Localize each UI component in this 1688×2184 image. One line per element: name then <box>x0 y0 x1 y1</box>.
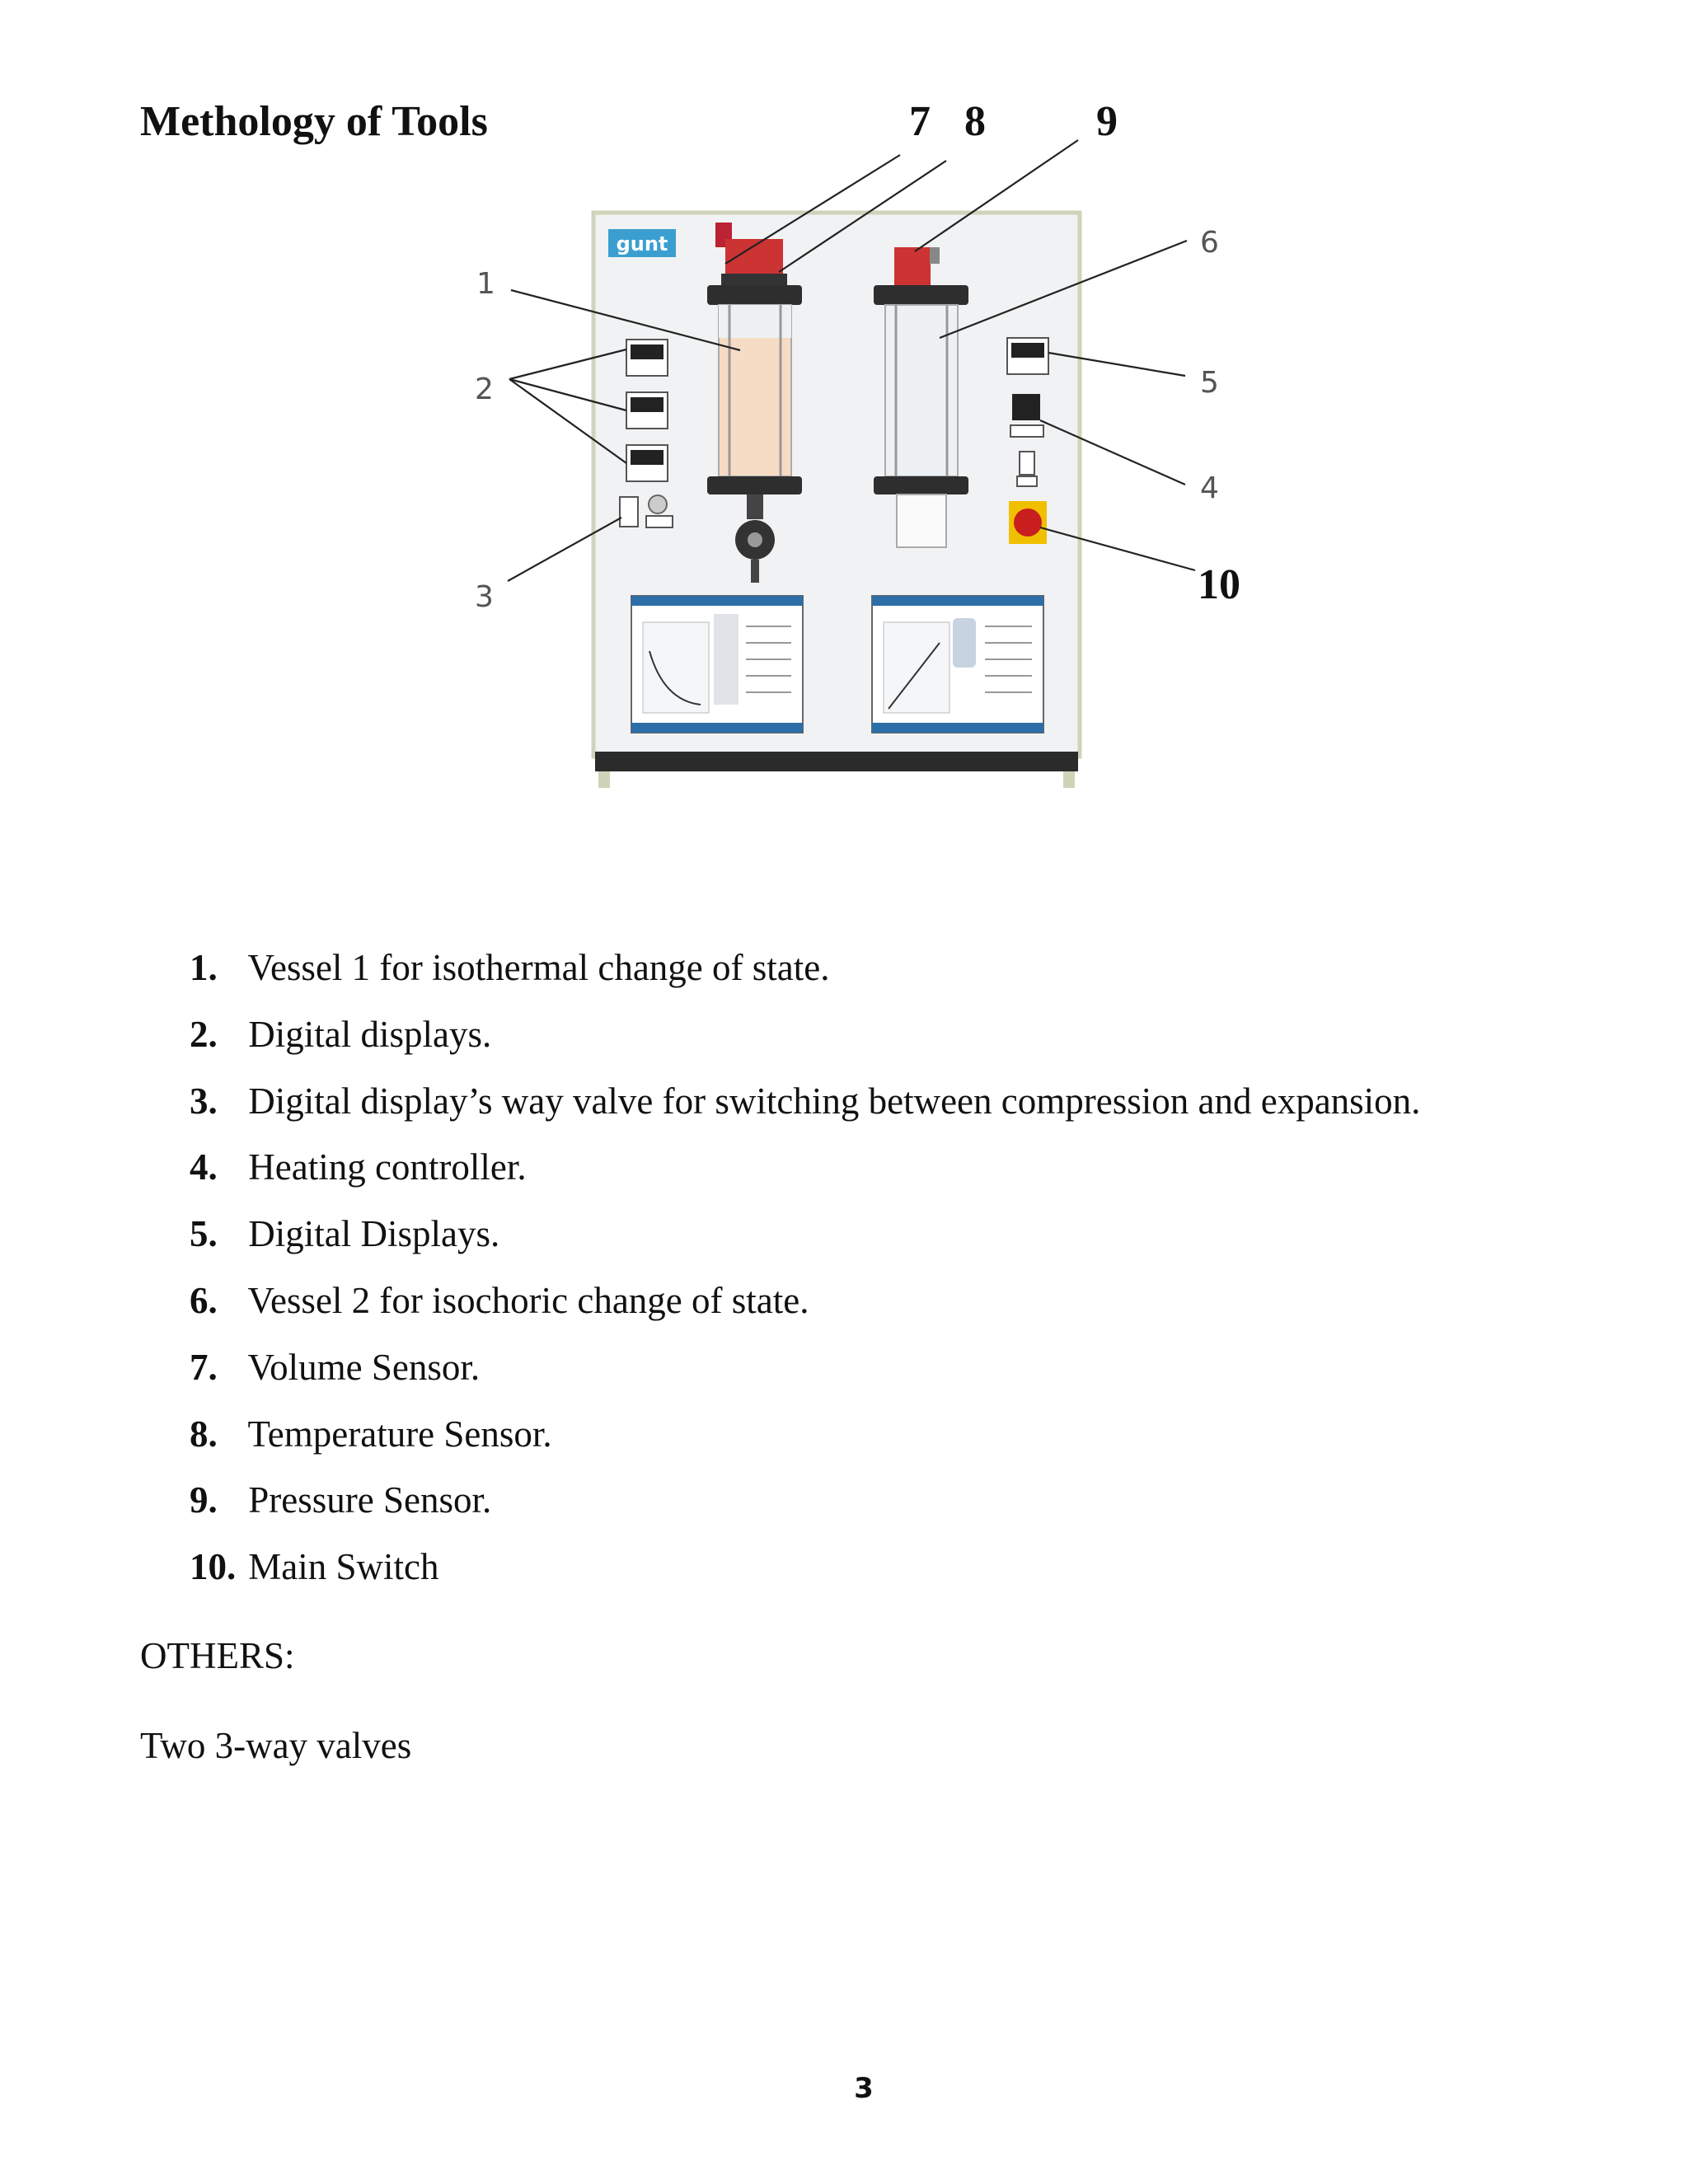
page-title: Methology of Tools <box>140 98 488 145</box>
others-heading: OTHERS: <box>140 1635 295 1676</box>
list-item: 8. Temperature Sensor. <box>190 1413 552 1455</box>
list-item: 2. Digital displays. <box>190 1013 492 1055</box>
component-list <box>190 946 1420 1612</box>
equipment-figure <box>0 0 1688 824</box>
gunt-logo <box>608 229 676 257</box>
main-switch <box>1009 501 1047 544</box>
callout-5: 5 <box>1200 366 1219 400</box>
callout-9: 9 <box>1096 98 1118 145</box>
list-item: 10. Main Switch <box>190 1546 439 1588</box>
list-item: 4. Heating controller. <box>190 1146 527 1188</box>
screen-left <box>631 596 803 733</box>
callout-8: 8 <box>964 98 986 145</box>
list-item: 5. Digital Displays. <box>190 1213 500 1255</box>
list-item: 9. Pressure Sensor. <box>190 1479 492 1521</box>
list-item: 1. Vessel 1 for isothermal change of state. <box>190 947 830 988</box>
callout-10: 10 <box>1198 561 1240 608</box>
others-text: Two 3-way valves <box>140 1725 412 1766</box>
list-item: 6. Vessel 2 for isochoric change of state. <box>190 1279 809 1321</box>
list-item: 7. Volume Sensor. <box>190 1346 481 1388</box>
callout-2: 2 <box>475 373 494 406</box>
callout-1: 1 <box>476 267 495 301</box>
digital-displays-right <box>1007 338 1048 374</box>
callout-4: 4 <box>1200 471 1219 505</box>
digital-displays-left <box>626 340 668 481</box>
board-base <box>595 752 1078 771</box>
callout-3: 3 <box>475 580 494 614</box>
page-number: 3 <box>854 2072 874 2105</box>
svg-text:gunt: gunt <box>616 232 668 255</box>
screen-right <box>872 596 1043 733</box>
callout-7: 7 <box>909 98 931 145</box>
list-item: 3. Digital display’s way valve for switching between compression and expansion. <box>190 1080 1421 1122</box>
callout-6: 6 <box>1200 226 1219 260</box>
